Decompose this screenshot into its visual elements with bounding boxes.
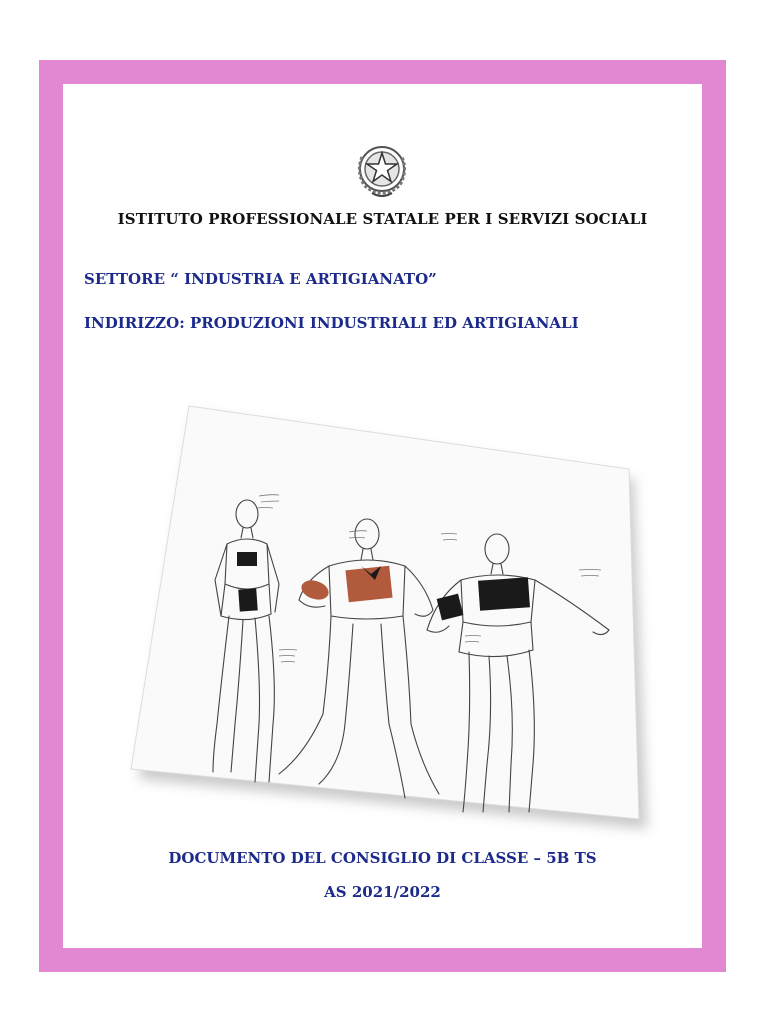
sector-heading: SETTORE “ INDUSTRIA E ARTIGIANATO” (84, 270, 437, 288)
fashion-design-sketch (109, 384, 669, 844)
fabric-swatch-black-2 (238, 588, 257, 611)
school-year: AS 2021/2022 (324, 883, 441, 901)
page-frame (39, 60, 726, 972)
fabric-swatch-black-3 (478, 577, 530, 610)
document-title: DOCUMENTO DEL CONSIGLIO DI CLASSE – 5B TS (168, 849, 597, 867)
fabric-swatch-black-1 (237, 552, 257, 566)
italian-republic-emblem (350, 139, 414, 203)
fabric-swatch-brown-1 (345, 566, 392, 602)
cover-page (63, 84, 702, 948)
address-heading: INDIRIZZO: PRODUZIONI INDUSTRIALI ED ARTIGIANALI (84, 314, 579, 332)
school-name: ISTITUTO PROFESSIONALE STATALE PER I SERVIZI SOCIALI (117, 210, 648, 228)
